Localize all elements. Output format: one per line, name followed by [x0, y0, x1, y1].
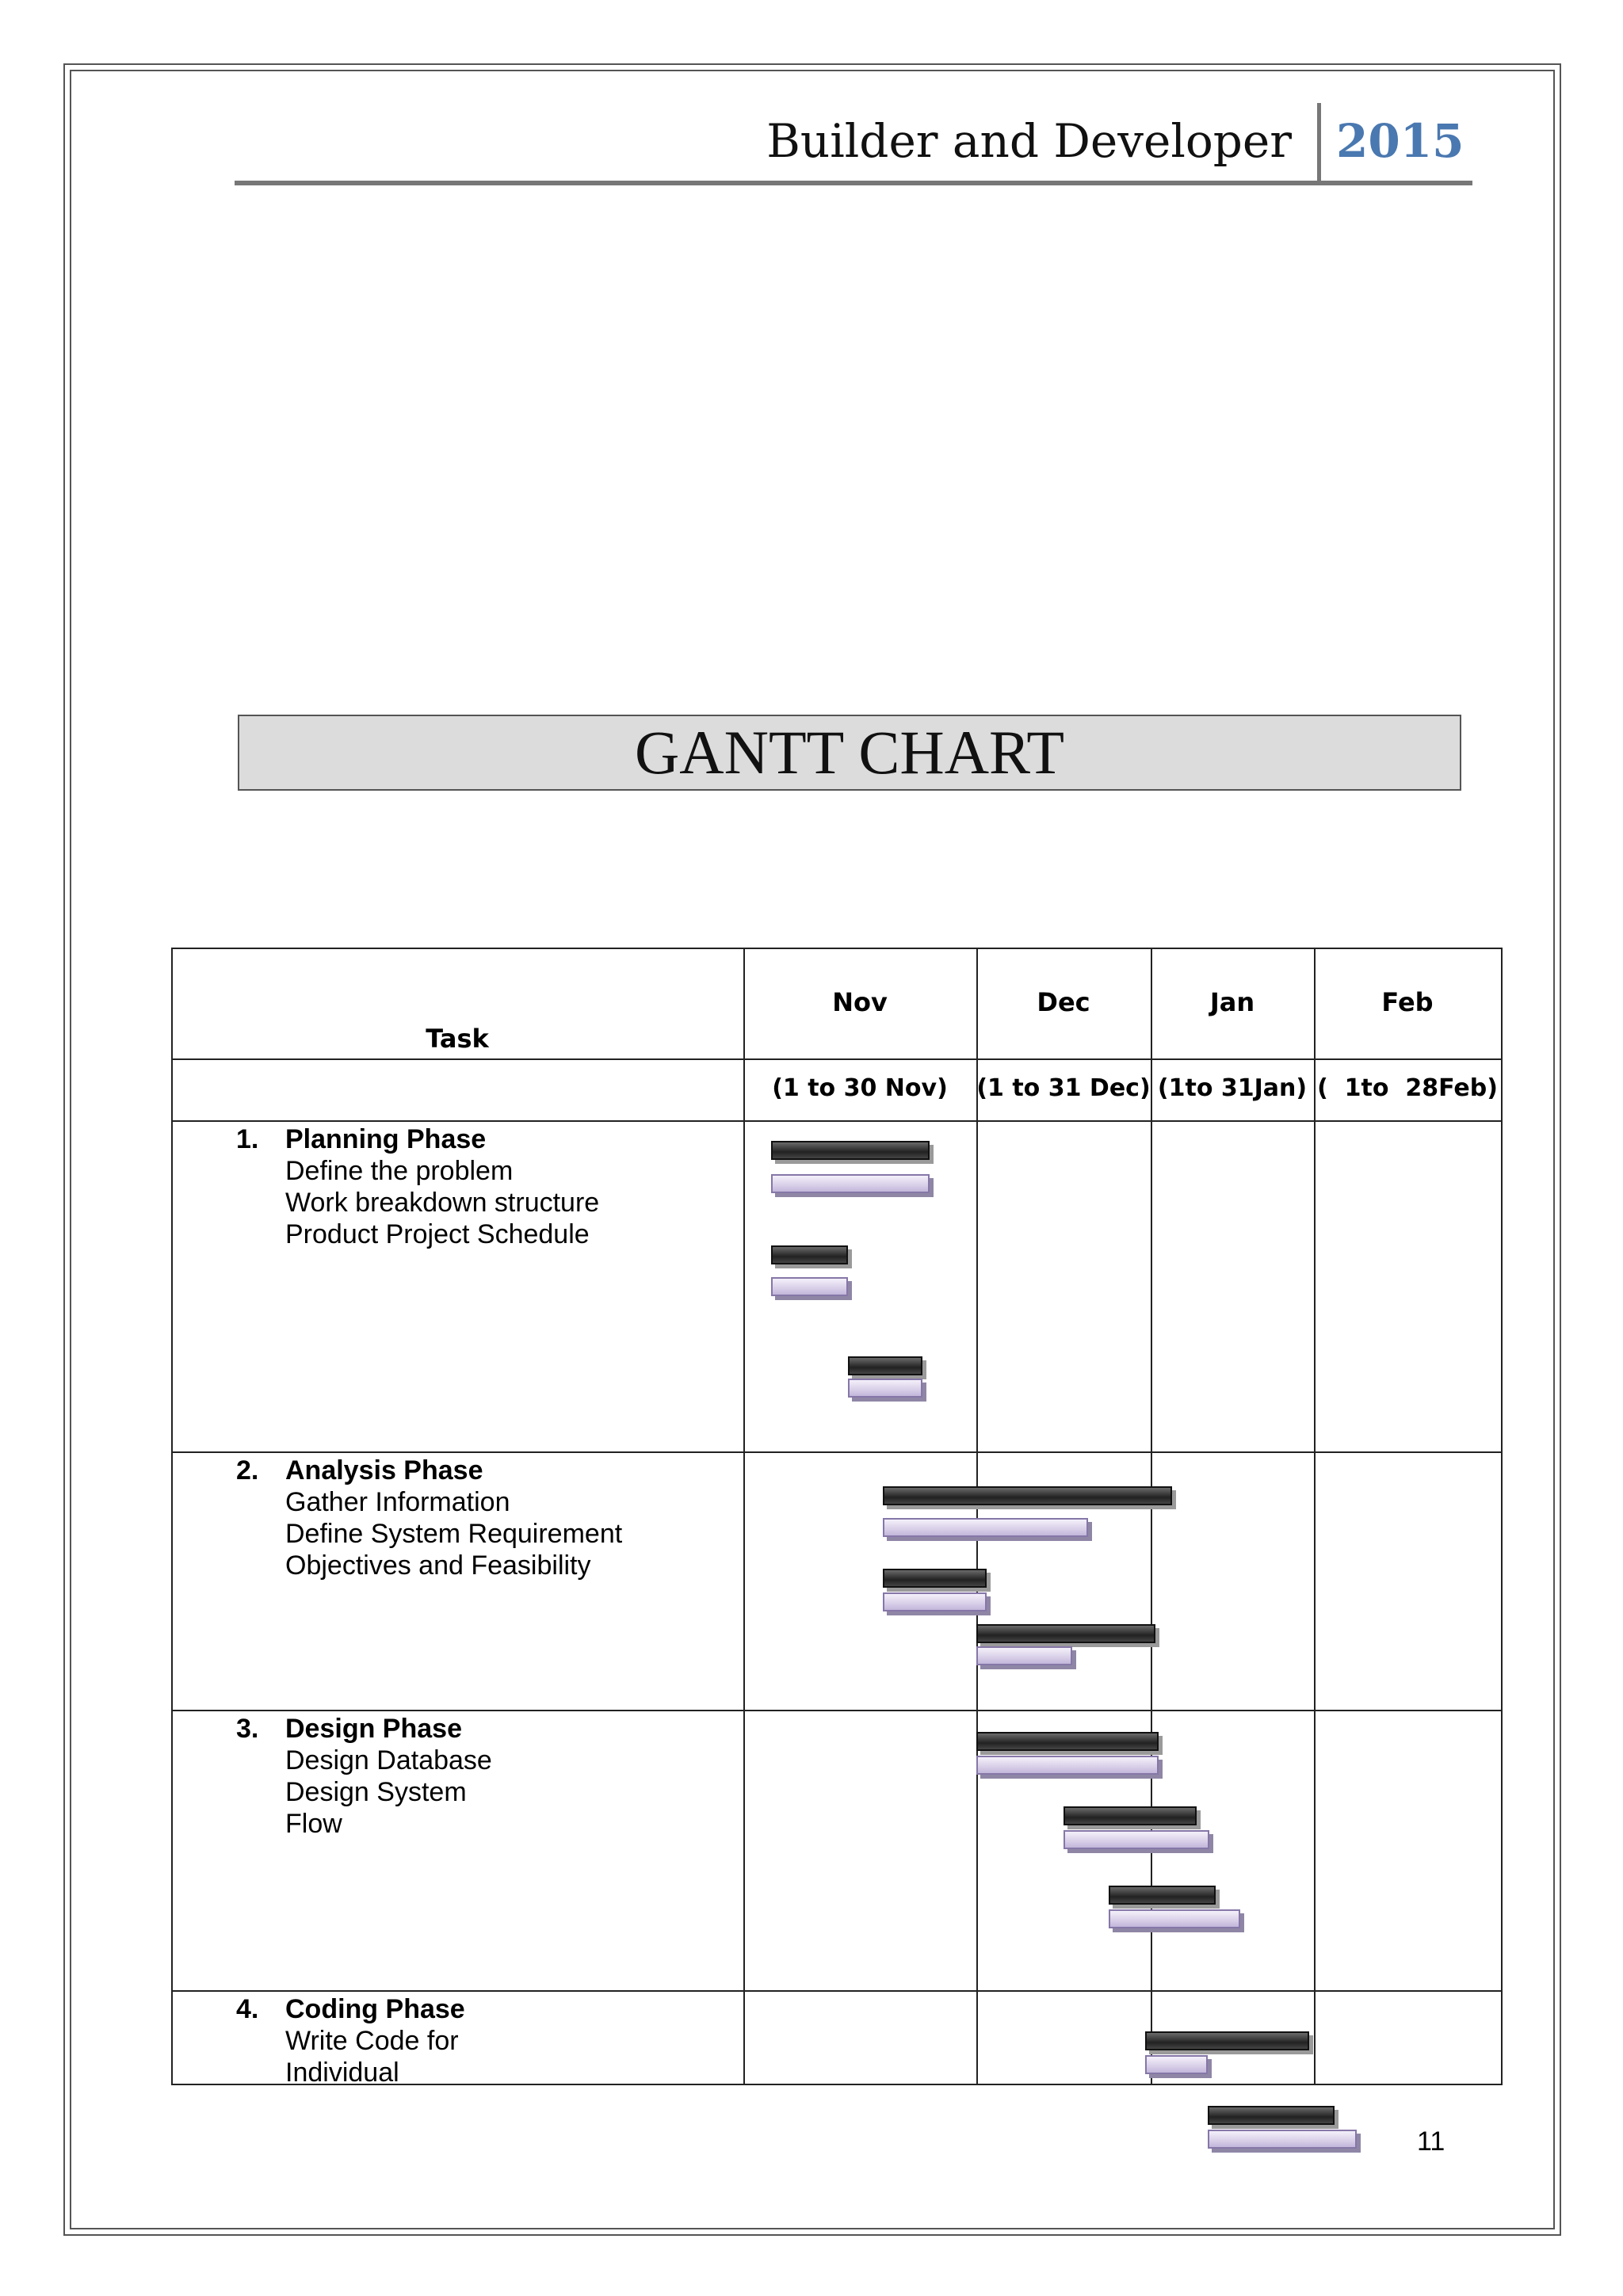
month-header: Feb [1381, 987, 1434, 1017]
grid-line [171, 1451, 1503, 1453]
task-item: Gather Information [285, 1487, 510, 1517]
grid-line [976, 948, 978, 2085]
phase-name: Coding Phase [285, 1994, 465, 2024]
month-header: Nov [832, 987, 888, 1017]
month-range: ( 1to 28Feb) [1317, 1074, 1498, 1102]
month-header: Jan [1209, 987, 1255, 1017]
phase-name: Analysis Phase [285, 1455, 483, 1486]
task-item: Write Code for [285, 2026, 459, 2056]
task-item: Design Database [285, 1745, 492, 1775]
page-header [235, 103, 1472, 185]
task-item: Objectives and Feasibility [285, 1550, 591, 1581]
page-number: 11 [1417, 2126, 1445, 2157]
chart-title-box [238, 715, 1461, 791]
chart-title: GANTT CHART [634, 718, 1065, 787]
header-rule [235, 181, 1472, 185]
gantt-table [171, 948, 1503, 2088]
task-column-header: Task [426, 1024, 489, 1054]
task-item: Product Project Schedule [285, 1219, 590, 1249]
grid-line [171, 1710, 1503, 1711]
task-item: Define System Requirement [285, 1519, 623, 1549]
grid-line [171, 1120, 1503, 1122]
grid-line [1314, 948, 1316, 2085]
task-item: Define the problem [285, 1156, 514, 1186]
header-title: Builder and Developer [766, 114, 1292, 168]
grid-line [171, 1990, 1503, 1992]
task-item: Work breakdown structure [285, 1188, 600, 1218]
month-range: (1 to 30 Nov) [772, 1074, 948, 1102]
header-divider [1317, 103, 1321, 184]
phase-number: 3. [236, 1714, 259, 1744]
phase-number: 4. [236, 1994, 259, 2024]
phase-name: Design Phase [285, 1714, 462, 1744]
phase-number: 2. [236, 1455, 259, 1486]
phase-number: 1. [236, 1124, 259, 1154]
task-item: Design System [285, 1777, 467, 1807]
month-range: (1to 31Jan) [1157, 1074, 1308, 1102]
task-item: Flow [285, 1809, 342, 1839]
phase-name: Planning Phase [285, 1124, 487, 1154]
grid-line [1501, 948, 1503, 2085]
month-header: Dec [1037, 987, 1090, 1017]
month-range: (1 to 31 Dec) [976, 1074, 1151, 1102]
grid-line [171, 948, 1503, 949]
grid-line [743, 948, 745, 2085]
grid-line [171, 1058, 1503, 1060]
grid-line [171, 948, 173, 2085]
header-year: 2015 [1336, 114, 1465, 168]
task-item: Individual [285, 2058, 399, 2088]
grid-line [1151, 948, 1152, 2085]
